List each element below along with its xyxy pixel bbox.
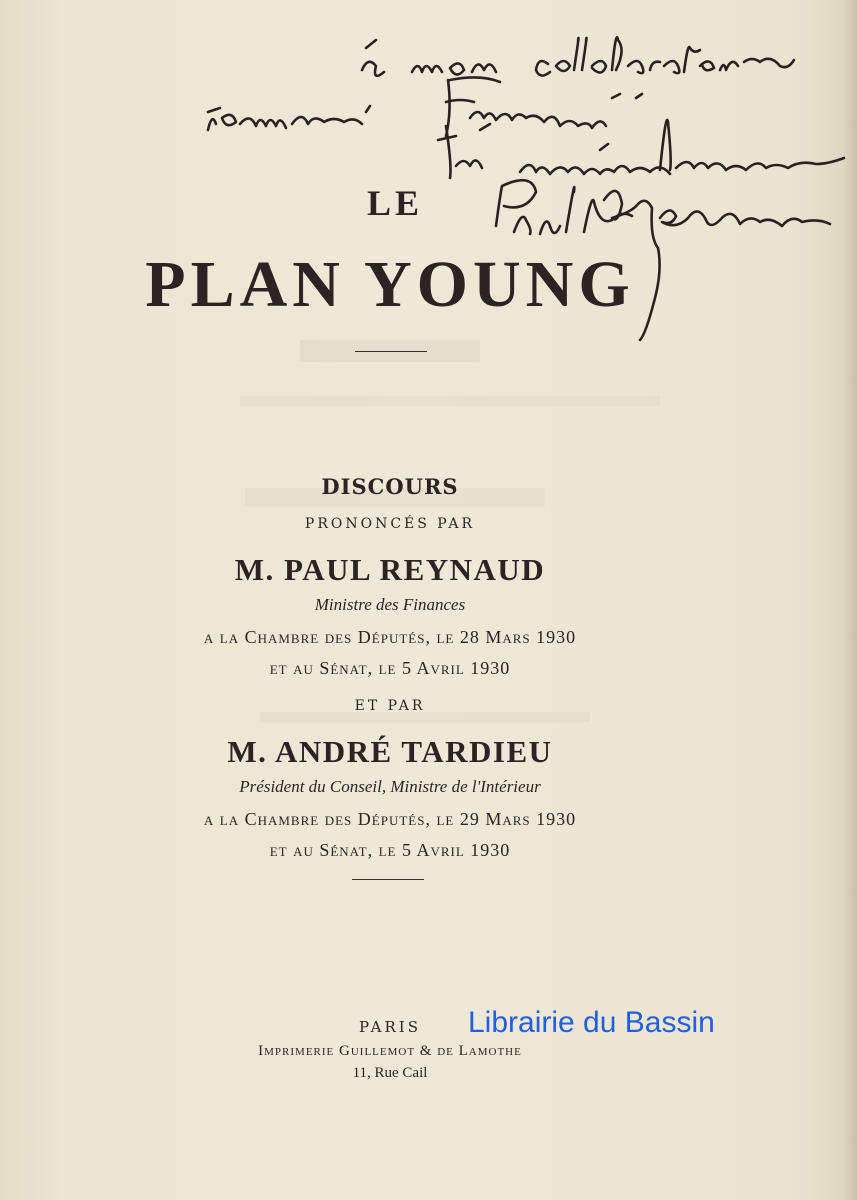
speaker-1-name: M. PAUL REYNAUD <box>234 552 546 587</box>
title-le: LE <box>366 183 424 223</box>
title-main: PLAN YOUNG <box>145 248 635 321</box>
speaker-2-senat: et au Sénat, le 5 Avril 1930 <box>269 840 511 860</box>
speaker-1-senat: et au Sénat, le 5 Avril 1930 <box>269 658 511 678</box>
imprint-printer: Imprimerie Guillemot & de Lamothe <box>258 1043 522 1059</box>
speaker-2-chambre: a la Chambre des Députés, le 29 Mars 1930 <box>203 809 577 829</box>
bookseller-watermark: Librairie du Bassin <box>468 1006 715 1039</box>
speaker-1-role: Ministre des Finances <box>314 595 466 614</box>
speaker-1-chambre: a la Chambre des Députés, le 28 Mars 1930 <box>203 627 577 647</box>
et-par: ET PAR <box>354 698 426 714</box>
speaker-2-name: M. ANDRÉ TARDIEU <box>227 734 553 769</box>
discours-heading: DISCOURS <box>321 474 459 499</box>
imprint-city: PARIS <box>358 1018 422 1036</box>
prononces-par: PRONONCÉS PAR <box>304 516 476 532</box>
speaker-2-role: Président du Conseil, Ministre de l'Intérieur <box>239 777 541 796</box>
imprint-address: 11, Rue Cail <box>352 1065 428 1081</box>
